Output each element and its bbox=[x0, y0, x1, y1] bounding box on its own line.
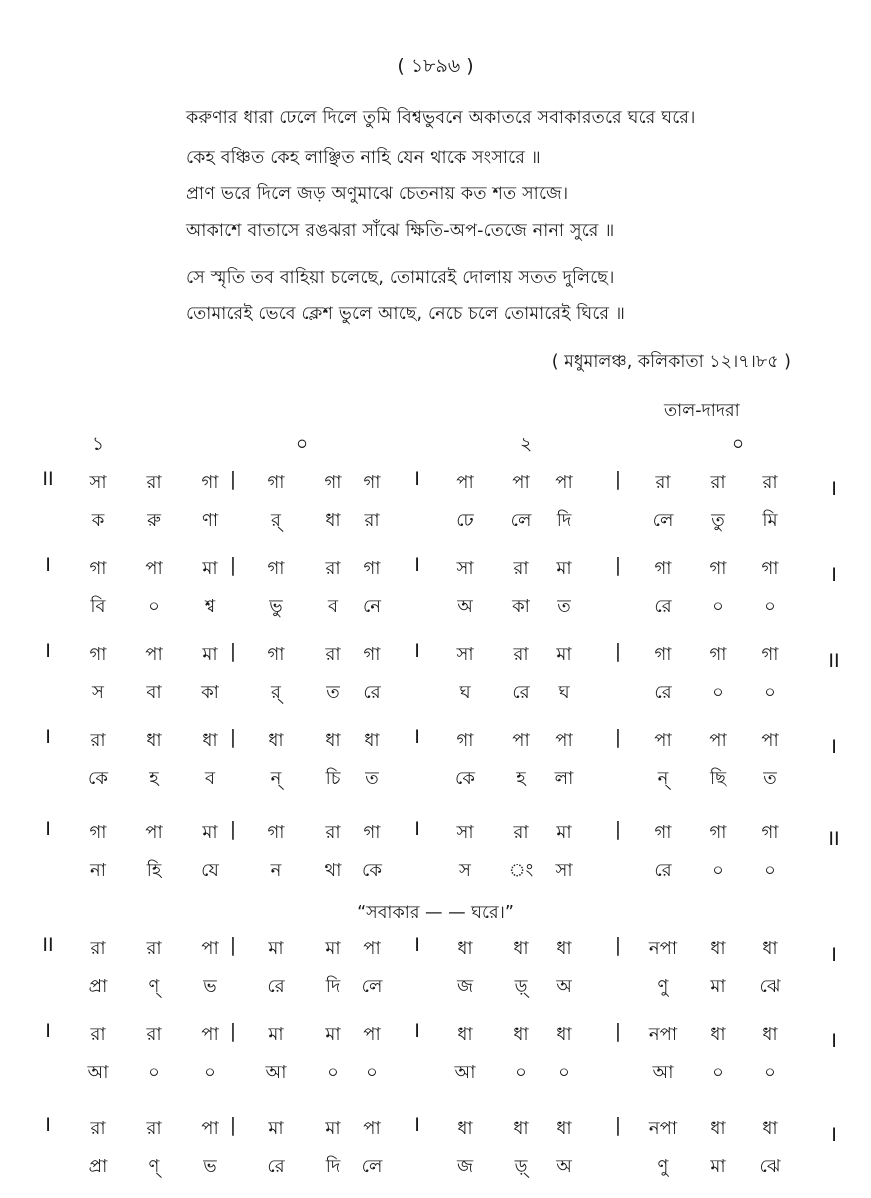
row-2-end-bar: I bbox=[831, 564, 837, 586]
swara-note: গা bbox=[761, 822, 779, 843]
lyric-syllable: ং bbox=[508, 860, 534, 881]
swara-note: রা bbox=[513, 558, 529, 579]
row-1-start-bar: II bbox=[42, 468, 54, 490]
lyric-syllable: ০ bbox=[148, 596, 160, 617]
swara-note: পা bbox=[201, 938, 219, 959]
swara-note: সা bbox=[456, 822, 474, 843]
source-citation: ( মধুমালঞ্চ, কলিকাতা ১২।৭।৮৫ ) bbox=[551, 352, 791, 372]
row-3-start-bar: I bbox=[45, 640, 51, 662]
lyric-syllable: মি bbox=[762, 510, 778, 531]
swara-note: গা bbox=[363, 822, 381, 843]
lyric-syllable: জ bbox=[456, 1156, 474, 1177]
lyric-syllable: লে bbox=[361, 976, 383, 997]
lyric-syllable: ণু bbox=[657, 976, 669, 997]
lyric-syllable: হি bbox=[146, 860, 162, 881]
swara-note: ধা bbox=[457, 938, 473, 959]
swara-note: রা bbox=[513, 822, 529, 843]
swara-note: গা bbox=[89, 644, 107, 665]
beat-mark-4: ০ bbox=[731, 433, 745, 455]
swara-note: পা bbox=[512, 472, 530, 493]
lyric-syllable: আ bbox=[454, 1062, 476, 1083]
swara-note: মা bbox=[325, 938, 341, 959]
lyric-syllable: ক bbox=[91, 510, 105, 531]
swara-note: ধা bbox=[710, 938, 726, 959]
lyric-syllable: ত bbox=[365, 768, 379, 789]
lyric-syllable: থা bbox=[324, 860, 342, 881]
swara-note: পা bbox=[761, 730, 779, 751]
lyric-syllable: সা bbox=[555, 860, 573, 881]
beat-mark-2: ০ bbox=[295, 433, 309, 455]
swara-note: গা bbox=[654, 644, 672, 665]
lyric-syllable: নে bbox=[362, 596, 382, 617]
lyric-syllable: ঝে bbox=[759, 1156, 781, 1177]
lyric-line-6: তোমারেই ভেবে ক্লেশ ভুলে আছে, নেচে চলে তোমারেই ঘিরে ॥ bbox=[186, 304, 626, 324]
lyric-syllable: ০ bbox=[148, 1062, 160, 1083]
lyric-syllable: অ bbox=[457, 596, 473, 617]
row-4-beat-divider-3: | bbox=[614, 726, 622, 748]
lyric-syllable: স bbox=[459, 860, 471, 881]
lyric-syllable: ণ্ bbox=[148, 976, 160, 997]
swara-note: পা bbox=[145, 822, 163, 843]
row-4-end-bar: I bbox=[831, 736, 837, 758]
lyric-syllable: ০ bbox=[712, 1062, 724, 1083]
lyric-syllable: দি bbox=[325, 976, 341, 997]
swara-note: রা bbox=[325, 558, 341, 579]
row-5-beat-divider-1: | bbox=[229, 818, 237, 840]
swara-note: মা bbox=[268, 1118, 284, 1139]
page-number: ( ১৮৯৬ ) bbox=[397, 55, 474, 77]
swara-note: ধা bbox=[513, 1024, 529, 1045]
lyric-syllable: ত bbox=[557, 596, 571, 617]
lyric-syllable: হ bbox=[516, 768, 526, 789]
lyric-syllable: আ bbox=[265, 1062, 287, 1083]
row-7-beat-divider-2: I bbox=[414, 1020, 420, 1042]
swara-note: ধা bbox=[710, 1024, 726, 1045]
lyric-syllable: যে bbox=[201, 860, 219, 881]
swara-note: রা bbox=[655, 472, 671, 493]
lyric-syllable: আ bbox=[87, 1062, 109, 1083]
swara-note: গা bbox=[709, 822, 727, 843]
lyric-syllable: প্রা bbox=[88, 976, 108, 997]
swara-note: মা bbox=[202, 822, 218, 843]
row-7-end-bar: I bbox=[831, 1030, 837, 1052]
row-4-beat-divider-2: I bbox=[414, 726, 420, 748]
swara-note: মা bbox=[556, 644, 572, 665]
swara-note: রা bbox=[513, 644, 529, 665]
lyric-syllable: প্রা bbox=[88, 1156, 108, 1177]
row-6-beat-divider-3: | bbox=[614, 934, 622, 956]
row-2-beat-divider-1: | bbox=[229, 554, 237, 576]
lyric-line-4: আকাশে বাতাসে রঙঝরা সাঁঝে ক্ষিতি-অপ-তেজে নানা সুরে ॥ bbox=[186, 221, 615, 241]
swara-note: সা bbox=[89, 472, 107, 493]
swara-note: পা bbox=[709, 730, 727, 751]
row-8-start-bar: I bbox=[45, 1114, 51, 1136]
lyric-line-2: কেহ বঞ্চিত কেহ লাঞ্ছিত নাহি যেন থাকে সংসারে ॥ bbox=[186, 148, 541, 168]
row-5-beat-divider-2: I bbox=[414, 818, 420, 840]
lyric-syllable: ধা bbox=[325, 510, 341, 531]
swara-note: গা bbox=[456, 730, 474, 751]
lyric-syllable: ভ bbox=[203, 976, 217, 997]
row-4-beat-divider-1: | bbox=[229, 726, 237, 748]
swara-note: পা bbox=[456, 472, 474, 493]
lyric-syllable: ণ্ bbox=[148, 1156, 160, 1177]
row-5-start-bar: I bbox=[45, 818, 51, 840]
swara-note: গা bbox=[267, 472, 285, 493]
lyric-syllable: ঘ bbox=[558, 682, 570, 703]
lyric-syllable: রে bbox=[363, 682, 381, 703]
swara-note: ধা bbox=[762, 1118, 778, 1139]
lyric-syllable: স bbox=[92, 682, 104, 703]
row-7-beat-divider-1: | bbox=[229, 1020, 237, 1042]
beat-mark-3: ২ bbox=[519, 433, 533, 455]
row-5-beat-divider-3: | bbox=[614, 818, 622, 840]
lyric-syllable: ঢে bbox=[456, 510, 474, 531]
swara-note: পা bbox=[363, 1024, 381, 1045]
lyric-syllable: ব bbox=[204, 768, 216, 789]
swara-note: ধা bbox=[325, 730, 341, 751]
swara-note: গা bbox=[89, 558, 107, 579]
row-2-start-bar: I bbox=[45, 554, 51, 576]
swara-note: গা bbox=[201, 472, 219, 493]
lyric-syllable: ন্ bbox=[657, 768, 669, 789]
lyric-syllable: তু bbox=[711, 510, 725, 531]
swara-note: মা bbox=[202, 644, 218, 665]
lyric-syllable: মা bbox=[710, 1156, 726, 1177]
lyric-syllable: ০ bbox=[515, 1062, 527, 1083]
swara-note: রা bbox=[90, 1118, 106, 1139]
row-7-beat-divider-3: | bbox=[614, 1020, 622, 1042]
lyric-syllable: ০ bbox=[712, 596, 724, 617]
lyric-syllable: ব bbox=[327, 596, 339, 617]
swara-note: রা bbox=[90, 730, 106, 751]
lyric-syllable: ড়্ bbox=[514, 976, 528, 997]
swara-note: সা bbox=[456, 558, 474, 579]
row-2-beat-divider-2: I bbox=[414, 554, 420, 576]
swara-note: মা bbox=[268, 1024, 284, 1045]
lyric-syllable: লে bbox=[652, 510, 674, 531]
lyric-syllable: ভু bbox=[269, 596, 283, 617]
swara-note: ধা bbox=[762, 1024, 778, 1045]
lyric-syllable: কে bbox=[88, 768, 108, 789]
swara-note: ধা bbox=[457, 1118, 473, 1139]
lyric-syllable: রে bbox=[654, 682, 672, 703]
lyric-syllable: জ bbox=[456, 976, 474, 997]
swara-note: গা bbox=[324, 472, 342, 493]
row-1-beat-divider-2: I bbox=[414, 468, 420, 490]
swara-note: পা bbox=[201, 1118, 219, 1139]
swara-note: পা bbox=[145, 558, 163, 579]
swara-note: ধা bbox=[762, 938, 778, 959]
beat-mark-1: ১ bbox=[91, 433, 105, 455]
swara-note: পা bbox=[654, 730, 672, 751]
swara-note: গা bbox=[89, 822, 107, 843]
lyric-syllable: ০ bbox=[558, 1062, 570, 1083]
lyric-syllable: ত bbox=[326, 682, 340, 703]
lyric-syllable: ০ bbox=[327, 1062, 339, 1083]
lyric-syllable: ঝে bbox=[759, 976, 781, 997]
swara-note: গা bbox=[363, 472, 381, 493]
swara-note: পা bbox=[555, 730, 573, 751]
swara-note: ধা bbox=[556, 1118, 572, 1139]
swara-note: গা bbox=[709, 644, 727, 665]
row-6-end-bar: I bbox=[831, 944, 837, 966]
lyric-syllable: ০ bbox=[712, 860, 724, 881]
lyric-syllable: রে bbox=[267, 976, 285, 997]
swara-note: ধা bbox=[146, 730, 162, 751]
lyric-syllable: রে bbox=[654, 596, 672, 617]
lyric-syllable: কা bbox=[201, 682, 219, 703]
lyric-syllable: ছি bbox=[709, 768, 727, 789]
lyric-syllable: রে bbox=[512, 682, 530, 703]
row-3-end-bar: II bbox=[828, 650, 840, 672]
swara-note: গা bbox=[654, 822, 672, 843]
row-1-beat-divider-1: | bbox=[229, 468, 237, 490]
row-4-start-bar: I bbox=[45, 726, 51, 748]
row-3-beat-divider-3: | bbox=[614, 640, 622, 662]
lyric-syllable: অ bbox=[556, 1156, 572, 1177]
lyric-syllable: রে bbox=[267, 1156, 285, 1177]
lyric-syllable: আ bbox=[652, 1062, 674, 1083]
row-8-beat-divider-2: I bbox=[414, 1114, 420, 1136]
lyric-syllable: ০ bbox=[712, 682, 724, 703]
swara-note: ধা bbox=[268, 730, 284, 751]
swara-note: ধা bbox=[202, 730, 218, 751]
swara-note: সা bbox=[456, 644, 474, 665]
row-8-beat-divider-3: | bbox=[614, 1114, 622, 1136]
swara-note: ধা bbox=[364, 730, 380, 751]
lyric-syllable: ণু bbox=[657, 1156, 669, 1177]
swara-note: পা bbox=[512, 730, 530, 751]
lyric-syllable: রা bbox=[364, 510, 380, 531]
row-5-end-bar: II bbox=[828, 828, 840, 850]
swara-note: রা bbox=[762, 472, 778, 493]
lyric-syllable: লে bbox=[510, 510, 532, 531]
row-3-beat-divider-2: I bbox=[414, 640, 420, 662]
lyric-syllable: ঘ bbox=[459, 682, 471, 703]
lyric-syllable: ন bbox=[270, 860, 282, 881]
row-3-beat-divider-1: | bbox=[229, 640, 237, 662]
swara-note: নপা bbox=[648, 1118, 678, 1139]
lyric-syllable: ভ bbox=[203, 1156, 217, 1177]
swara-note: গা bbox=[761, 644, 779, 665]
swara-note: গা bbox=[267, 644, 285, 665]
swara-note: গা bbox=[267, 558, 285, 579]
swara-note: ধা bbox=[513, 938, 529, 959]
swara-note: গা bbox=[761, 558, 779, 579]
lyric-syllable: রু bbox=[147, 510, 161, 531]
swara-note: ধা bbox=[556, 938, 572, 959]
swara-note: মা bbox=[556, 558, 572, 579]
swara-note: ধা bbox=[513, 1118, 529, 1139]
row-6-beat-divider-2: I bbox=[414, 934, 420, 956]
swara-note: গা bbox=[363, 558, 381, 579]
lyric-syllable: কা bbox=[512, 596, 530, 617]
swara-note: রা bbox=[146, 938, 162, 959]
swara-note: রা bbox=[146, 1024, 162, 1045]
swara-note: রা bbox=[325, 644, 341, 665]
lyric-syllable: ন্ bbox=[270, 768, 282, 789]
swara-note: মা bbox=[202, 558, 218, 579]
swara-note: গা bbox=[267, 822, 285, 843]
row-1-beat-divider-3: | bbox=[614, 468, 622, 490]
lyric-syllable: ০ bbox=[764, 860, 776, 881]
swara-note: গা bbox=[709, 558, 727, 579]
lyric-syllable: ০ bbox=[764, 1062, 776, 1083]
swara-note: রা bbox=[146, 1118, 162, 1139]
lyric-syllable: ০ bbox=[764, 682, 776, 703]
swara-note: রা bbox=[90, 938, 106, 959]
phrase-note: “সবাকার — — ঘরে।” bbox=[357, 903, 514, 923]
swara-note: গা bbox=[363, 644, 381, 665]
row-2-beat-divider-3: | bbox=[614, 554, 622, 576]
swara-note: গা bbox=[654, 558, 672, 579]
lyric-syllable: লা bbox=[554, 768, 574, 789]
row-6-beat-divider-1: | bbox=[229, 934, 237, 956]
swara-note: ধা bbox=[710, 1118, 726, 1139]
row-8-beat-divider-1: | bbox=[229, 1114, 237, 1136]
lyric-line-3: প্রাণ ভরে দিলে জড় অণুমাঝে চেতনায় কত শত সাজে। bbox=[186, 184, 569, 204]
swara-note: মা bbox=[325, 1118, 341, 1139]
lyric-syllable: দি bbox=[325, 1156, 341, 1177]
swara-note: মা bbox=[325, 1024, 341, 1045]
tala-label: তাল-দাদরা bbox=[664, 401, 740, 421]
swara-note: পা bbox=[145, 644, 163, 665]
swara-note: নপা bbox=[648, 938, 678, 959]
lyric-syllable: ০ bbox=[366, 1062, 378, 1083]
lyric-syllable: ০ bbox=[204, 1062, 216, 1083]
swara-note: রা bbox=[146, 472, 162, 493]
row-1-end-bar: I bbox=[831, 478, 837, 500]
lyric-syllable: মা bbox=[710, 976, 726, 997]
swara-note: ধা bbox=[556, 1024, 572, 1045]
lyric-syllable: দি bbox=[556, 510, 572, 531]
lyric-syllable: ণা bbox=[201, 510, 219, 531]
swara-note: রা bbox=[90, 1024, 106, 1045]
lyric-syllable: ড়্ bbox=[514, 1156, 528, 1177]
lyric-syllable: ত bbox=[763, 768, 777, 789]
swara-note: রা bbox=[710, 472, 726, 493]
swara-note: রা bbox=[325, 822, 341, 843]
swara-note: পা bbox=[363, 938, 381, 959]
lyric-syllable: বি bbox=[90, 596, 106, 617]
lyric-syllable: র্ bbox=[271, 682, 281, 703]
lyric-syllable: হ bbox=[149, 768, 159, 789]
lyric-line-5: সে স্মৃতি তব বাহিয়া চলেছে, তোমারেই দোলায় সতত দুলিছে। bbox=[186, 268, 615, 288]
swara-note: পা bbox=[363, 1118, 381, 1139]
row-8-end-bar: I bbox=[831, 1124, 837, 1146]
row-6-start-bar: II bbox=[42, 934, 54, 956]
lyric-syllable: কে bbox=[362, 860, 382, 881]
lyric-line-1: করুণার ধারা ঢেলে দিলে তুমি বিশ্বভুবনে অকাতরে সবাকারতরে ঘরে ঘরে। bbox=[186, 108, 696, 128]
lyric-syllable: না bbox=[90, 860, 106, 881]
swara-note: নপা bbox=[648, 1024, 678, 1045]
lyric-syllable: ০ bbox=[764, 596, 776, 617]
row-7-start-bar: I bbox=[45, 1020, 51, 1042]
lyric-syllable: অ bbox=[556, 976, 572, 997]
swara-note: মা bbox=[268, 938, 284, 959]
lyric-syllable: কে bbox=[455, 768, 475, 789]
swara-note: ধা bbox=[457, 1024, 473, 1045]
lyric-syllable: লে bbox=[361, 1156, 383, 1177]
lyric-syllable: রে bbox=[654, 860, 672, 881]
swara-note: পা bbox=[555, 472, 573, 493]
swara-note: পা bbox=[201, 1024, 219, 1045]
swara-note: মা bbox=[556, 822, 572, 843]
lyric-syllable: র্ bbox=[271, 510, 281, 531]
lyric-syllable: বা bbox=[146, 682, 162, 703]
lyric-syllable: চি bbox=[325, 768, 341, 789]
lyric-syllable: শ্ব bbox=[204, 596, 216, 617]
